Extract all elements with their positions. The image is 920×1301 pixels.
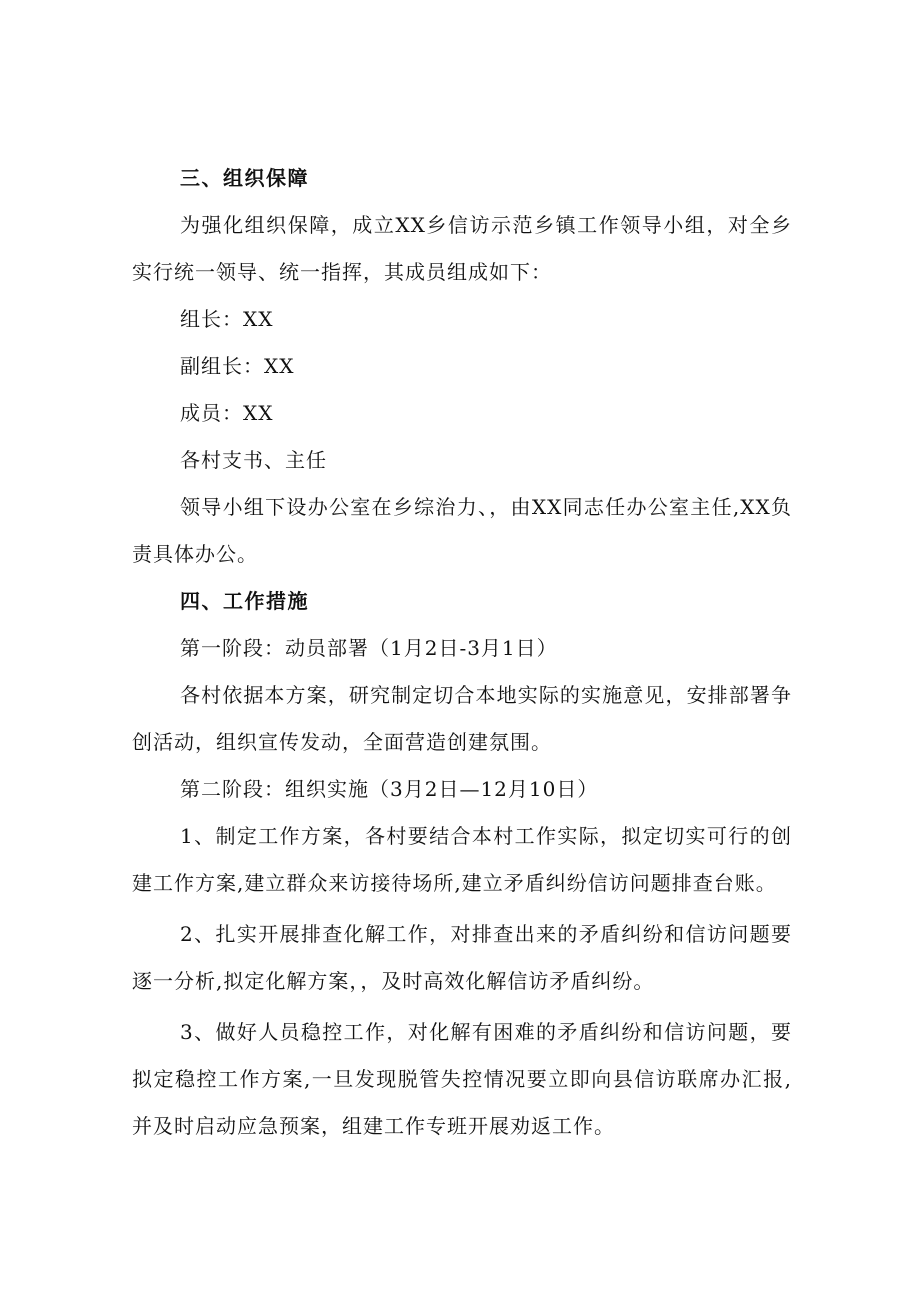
paragraph-measure-2: 2、扎实开展排查化解工作，对排查出来的矛盾纠纷和信访问题要逐一分析,拟定化解方案，，及时高效化解信访矛盾纠纷。	[132, 922, 792, 993]
section-heading-organization: 三、组织保障	[180, 166, 309, 190]
paragraph-group-leader: 组长：XX	[180, 307, 274, 331]
paragraph-leading-group-intro: 为强化组织保障，成立XX乡信访示范乡镇工作领导小组，对全乡实行统一领导、统一指挥，其成员组成如下：	[132, 213, 792, 284]
paragraph-office-setup: 领导小组下设办公室在乡综治力、，由XX同志任办公室主任,XX负责具体办公。	[132, 495, 792, 566]
paragraph-deputy-leader: 副组长：XX	[180, 354, 295, 378]
paragraph-phase-one-content: 各村依据本方案，研究制定切合本地实际的实施意见，安排部署争创活动，组织宣传发动，全面营造创建氛围。	[132, 683, 792, 754]
paragraph-measure-1: 1、制定工作方案，各村要结合本村工作实际，拟定切实可行的创建工作方案,建立群众来访接待场所,建立矛盾纠纷信访问题排查台账。	[132, 824, 792, 895]
section-heading-measures: 四、工作措施	[180, 589, 309, 613]
paragraph-village-heads: 各村支书、主任	[180, 448, 327, 472]
paragraph-phase-two-title: 第二阶段：组织实施（3月2日—12月10日）	[180, 777, 599, 801]
document-body	[132, 155, 792, 1150]
paragraph-phase-one-title: 第一阶段：动员部署（1月2日-3月1日）	[180, 636, 558, 660]
paragraph-measure-3: 3、做好人员稳控工作，对化解有困难的矛盾纠纷和信访问题，要拟定稳控工作方案,一旦发现脱管失控情况要立即向县信访联席办汇报,并及时启动应急预案，组建工作专班开展劝返工作。	[132, 1020, 792, 1138]
paragraph-members: 成员：XX	[180, 401, 274, 425]
